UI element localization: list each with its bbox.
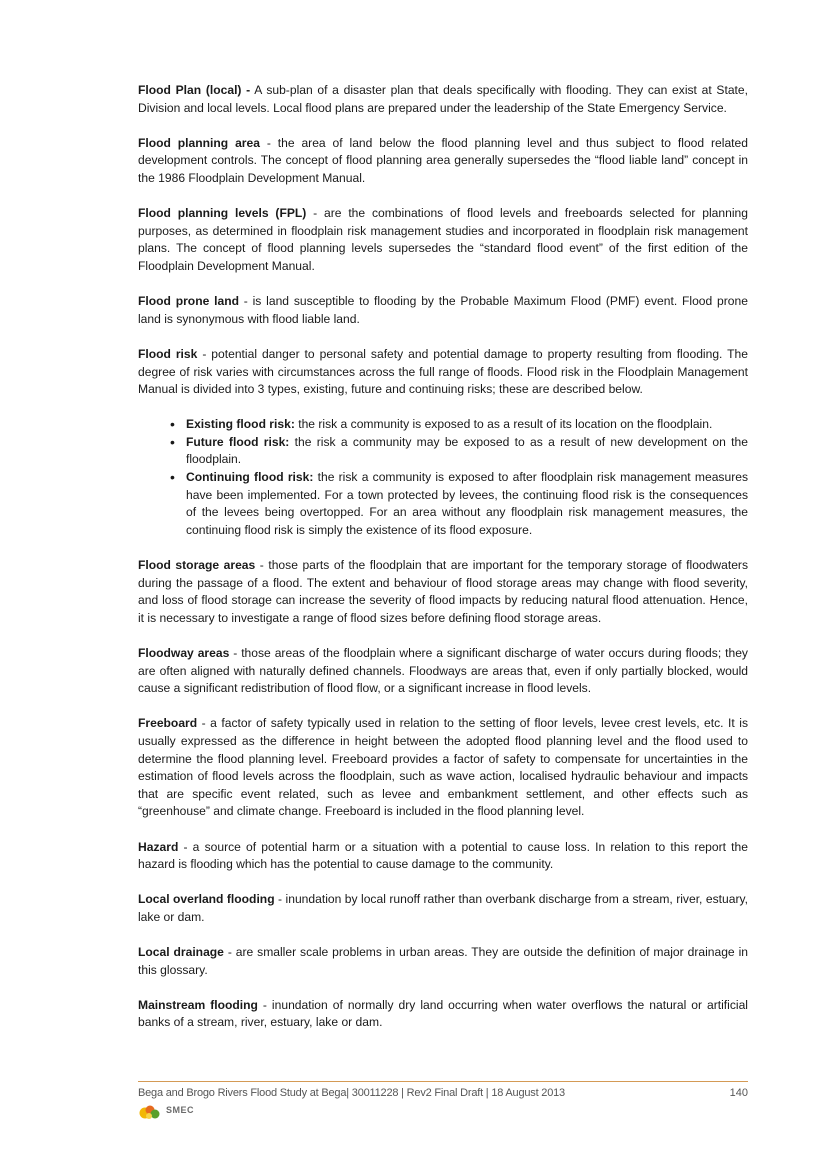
risk-term: Future flood risk: (186, 434, 290, 449)
glossary-entry-hazard (138, 839, 748, 874)
entry-term: Hazard (138, 839, 179, 854)
entry-term: Flood planning area (138, 135, 260, 150)
entry-definition: - those areas of the floodplain where a significant discharge of water occurs during floods; they are often aligned with naturally defined channels. Floodways are areas that, even if only partially blocked, would cause a significant redistribution of flood flow, or a significant increase in flood levels. (138, 646, 748, 696)
flood-risk-types-list (138, 416, 748, 539)
entry-definition: - inundation by local runoff rather than overbank discharge from a stream, river, estuary, lake or dam. (138, 892, 748, 924)
entry-definition: - potential danger to personal safety and potential damage to property resulting from flooding. The degree of risk varies with circumstances across the full range of floods. Flood risk in the Floodplain Management Manual is divided into 3 types, existing, future and continuing risks; these are described below. (138, 346, 748, 397)
list-item (186, 469, 748, 539)
footer-divider (138, 1081, 748, 1082)
list-item (186, 434, 748, 469)
entry-definition: - are smaller scale problems in urban areas. They are outside the definition of major drainage in this glossary. (138, 945, 748, 977)
glossary-entry-flood-risk (138, 346, 748, 399)
entry-definition: - inundation of normally dry land occurring when water overflows the natural or artificial banks of a stream, river, estuary, lake or dam. (138, 997, 748, 1030)
entry-definition: - the area of land below the flood planning level and thus subject to flood related development controls. The concept of flood planning area generally supersedes the “flood liable land” concept in the 1986 Floodplain Development Manual. (138, 135, 748, 185)
glossary-entry-mainstream-flooding (138, 997, 748, 1032)
list-item (186, 416, 748, 434)
glossary-body (138, 82, 748, 1050)
glossary-entry-local-drainage (138, 944, 748, 979)
risk-definition: the risk a community is exposed to as a result of its location on the floodplain. (294, 417, 713, 432)
glossary-entry-flood-plan-local (138, 82, 748, 117)
entry-definition: - a factor of safety typically used in relation to the setting of floor levels, levee crest levels, etc. It is usually expressed as the difference in height between the adopted flood planning level and the flood used to determine the flood planning level. Freeboard provides a factor of safety to compensate for uncertainties in the estimation of flood levels across the floodplain, such as wave action, localised hydraulic behaviour and impacts that are specific event related, such as levee and embankment settlement, and other effects such as “greenhouse” and climate change. Freeboard is included in the flood planning level. (138, 716, 748, 819)
glossary-entry-floodway-areas (138, 645, 748, 698)
glossary-entry-flood-planning-levels (138, 205, 748, 275)
entry-term: Freeboard (138, 716, 198, 731)
entry-definition: - those parts of the floodplain that are important for the temporary storage of floodwaters during the passage of a flood. The extent and behaviour of flood storage areas may change with flood severity, and loss of flood storage can increase the severity of flood impacts by reducing natural flood attenuation. Hence, it is necessary to investigate a range of flood sizes before defining flood storage areas. (138, 558, 748, 625)
risk-term: Existing flood risk: (186, 417, 295, 432)
entry-term: Floodway areas (138, 646, 230, 660)
entry-term: Flood planning levels (FPL) (138, 206, 307, 221)
entry-term: Flood storage areas (138, 558, 256, 573)
entry-definition: - is land susceptible to flooding by the Probable Maximum Flood (PMF) event. Flood prone land is synonymous with flood liable land. (138, 294, 748, 326)
entry-term: Local overland flooding (138, 892, 275, 907)
entry-term: Flood risk (138, 346, 198, 361)
glossary-entry-flood-prone-land (138, 293, 748, 328)
entry-term: Mainstream flooding (138, 997, 258, 1012)
risk-term: Continuing flood risk: (186, 470, 314, 485)
entry-term: Flood Plan (local) - (138, 83, 251, 97)
glossary-entry-flood-storage-areas (138, 557, 748, 627)
entry-definition: - are the combinations of flood levels and freeboards selected for planning purposes, as determined in floodplain risk management studies and incorporated in floodplain risk management plans. The concept of flood planning levels supersedes the “standard flood event” of the first edition of the Floodplain Development Manual. (138, 206, 748, 273)
footer-document-reference: Bega and Brogo Rivers Flood Study at Bega| 30011228 | Rev2 Final Draft | 18 August 2013 (138, 1087, 565, 1099)
risk-definition: the risk a community is exposed to after floodplain risk management measures have been implemented. For a town protected by levees, the continuing flood risk is the consequences of the levees being overtopped. For an area without any floodplain risk management measures, the continuing flood risk is simply the existence of its flood exposure. (186, 470, 748, 537)
glossary-entry-local-overland-flooding (138, 891, 748, 926)
glossary-entry-flood-planning-area (138, 135, 748, 188)
entry-term: Flood prone land (138, 294, 239, 309)
entry-definition: - a source of potential harm or a situation with a potential to cause loss. In relation to this report the hazard is flooding which has the potential to cause damage to the community. (138, 839, 748, 872)
entry-definition: A sub-plan of a disaster plan that deals specifically with flooding. They can exist at State, Division and local levels. Local flood plans are prepared under the leadership of the State Emergency Service. (138, 83, 748, 115)
logo-wordmark: SMEC (166, 1105, 195, 1115)
entry-term: Local drainage (138, 945, 224, 960)
risk-definition: the risk a community may be exposed to as a result of new development on the floodplain. (186, 434, 748, 467)
page-number: 140 (729, 1087, 748, 1099)
glossary-entry-freeboard (138, 715, 748, 821)
